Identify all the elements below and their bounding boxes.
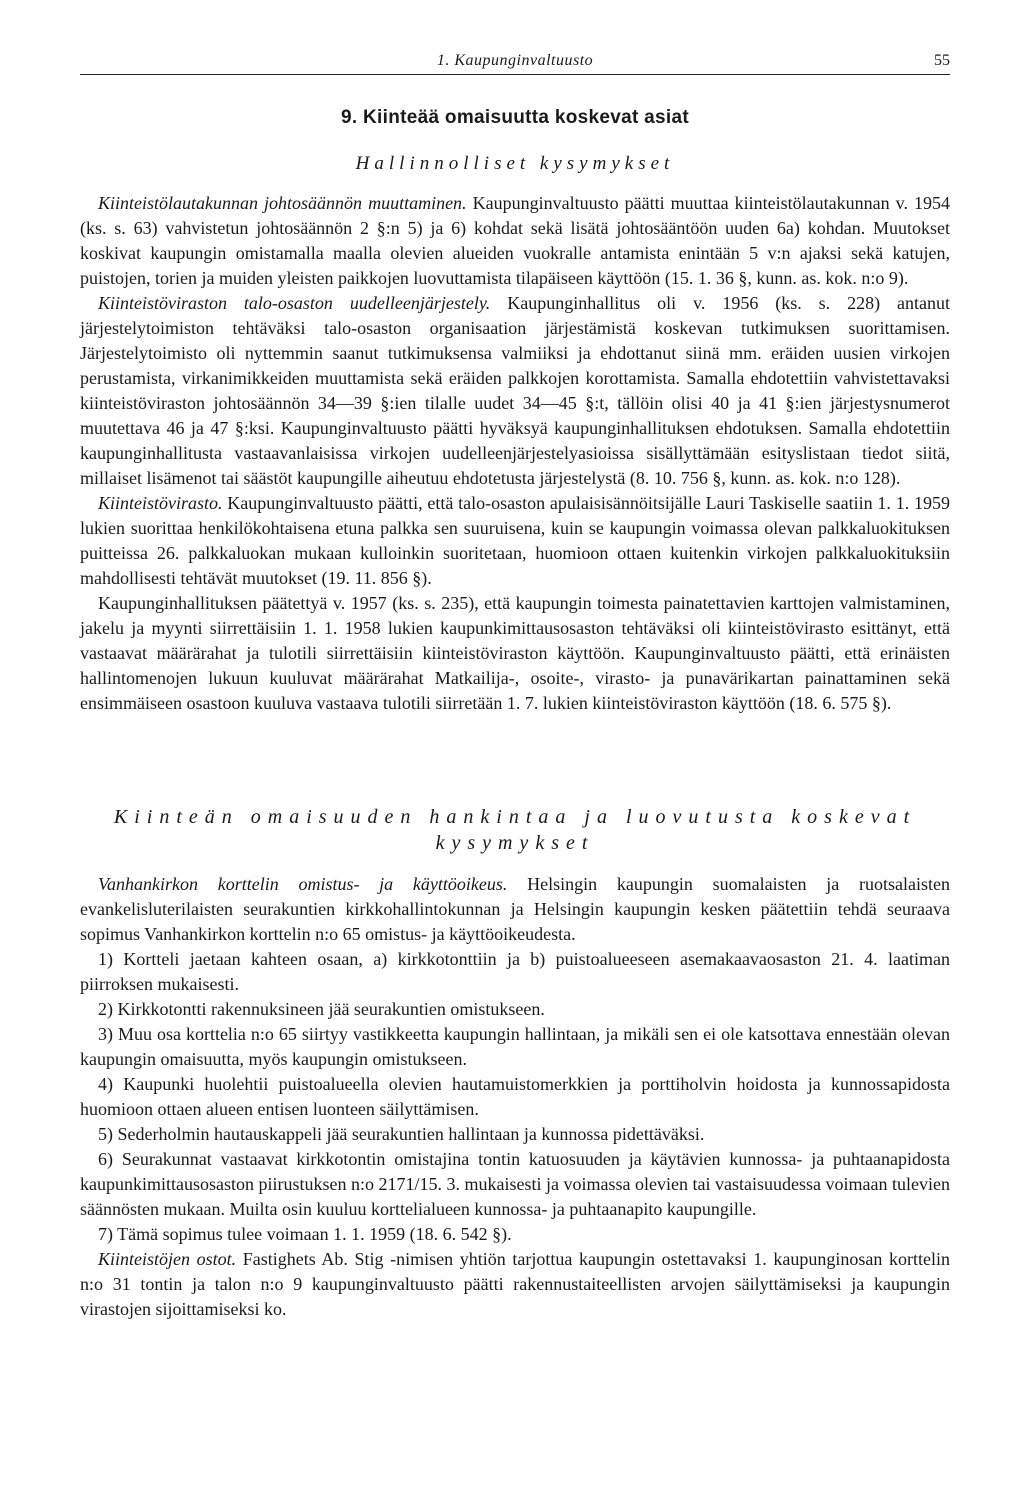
paragraph <box>80 491 950 591</box>
list-item <box>80 1072 950 1122</box>
paragraph-lead: Vanhankirkon korttelin omistus- ja käyttöoikeus. <box>98 874 508 894</box>
list-item <box>80 997 950 1022</box>
list-item-text: 5) Sederholmin hautauskappeli jää seurakuntien hallintaan ja kunnossa pidettäväksi. <box>98 1124 705 1144</box>
paragraph-lead: Kiinteistölautakunnan johtosäännön muuttaminen. <box>98 193 467 213</box>
paragraph <box>80 1247 950 1322</box>
list-item-text: 7) Tämä sopimus tulee voimaan 1. 1. 1959 (18. 6. 542 §). <box>98 1224 512 1244</box>
paragraph-text: Fastighets Ab. Stig -nimisen yhtiön tarjottua kaupungin ostettavaksi 1. kaupunginosan korttelin n:o 31 tontin ja talon n:o 9 kaupunginvaltuusto päätti rakennustaiteellisten arvojen säilyttämiseksi ja kaupungin virastojen sijoittamiseksi ko. <box>80 1249 950 1319</box>
paragraph-text: Kaupunginvaltuusto päätti, että talo-osaston apulaisisännöitsijälle Lauri Taskiselle saatiin 1. 1. 1959 lukien suorittaa henkilökohtaisena etuna palkka sen suuruisena, kuin se kaupungin voimassa olevan palkkaluokituksen puitteissa 26. palkkaluokan mukaan kulloinkin suoritetaan, huomioon ottaen kuitenkin virkojen palkkaluokituksiin mahdollisesti tehtävät muutokset (19. 11. 856 §). <box>80 493 950 588</box>
document-page <box>80 48 950 1322</box>
list-item <box>80 1222 950 1247</box>
paragraph-lead: Kiinteistöjen ostot. <box>98 1249 237 1269</box>
running-title: 1. Kaupunginvaltuusto <box>436 52 594 69</box>
paragraph <box>80 291 950 491</box>
running-header <box>80 48 950 75</box>
paragraph-text: Helsingin kaupungin suomalaisten ja ruotsalaisten evankelisluterilaisten seurakuntien kirkkohallintokunnan ja Helsingin kaupungin kesken päätettiin tehdä seuraava sopimus Vanhankirkon korttelin n:o 65 omistus- ja käyttöoikeudesta. <box>80 874 950 944</box>
paragraph-text: Kaupunginhallitus oli v. 1956 (ks. s. 228) antanut järjestelytoimiston tehtäväksi talo-osaston organisaation järjestämistä koskevan tutkimuksen suorittamisen. Järjestelytoimisto oli nyttemmin saanut tutkimuksensa valmiiksi ja ehdottanut siinä mm. eräiden uusien virkojen perustamista, virkanimikkeiden muuttamista sekä eräiden palkkojen korottamista. Samalla ehdotettiin vahvistettavaksi kiinteistöviraston johtosäännön 34—39 §:ien tilalle uudet 34—45 §:t, tällöin olisi 40 ja 41 §:ien järjestysnumerot muutettava 46 ja 47 §:ksi. Kaupunginvaltuusto päätti hyväksyä kaupunginhallituksen ehdotuksen. Samalla ehdotettiin kaupunginhallitusta vastaavanlaisissa virkojen uudelleenjärjestelyasioissa sisällyttämään esityslistaan tiedot siitä, millaiset lisämenot tai säästöt kaupungille aiheutuu ehdotetusta järjestelystä (8. 10. 756 §, kunn. as. kok. n:o 128). <box>80 293 950 488</box>
section2-subheading: Kiinteän omaisuuden hankintaa ja luovutusta koskevat kysymykset <box>113 806 917 854</box>
list-item <box>80 1022 950 1072</box>
paragraph-lead: Kiinteistövirasto. <box>98 493 223 513</box>
list-item-text: 2) Kirkkotontti rakennuksineen jää seurakuntien omistukseen. <box>98 999 545 1019</box>
paragraph-text: Kaupunginhallituksen päätettyä v. 1957 (ks. s. 235), että kaupungin toimesta painatettavien karttojen valmistaminen, jakelu ja myynti siirrettäisiin 1. 1. 1958 lukien kaupunkimittausosaston tehtäväksi oli kiinteistövirasto esittänyt, että vastaavat määrärahat ja tulotili siirrettäisiin kiinteistöviraston käyttöön. Kaupunginvaltuusto päätti, että erinäisten hallintomenojen lukuun kuuluvat määrärahat Matkailija-, osoite-, virasto- ja punavärikartan painattaminen sekä ensimmäiseen osastoon kuuluva vastaava tulotili siirretään 1. 7. lukien kiinteistöviraston käyttöön (18. 6. 575 §). <box>80 593 950 713</box>
section-heading: 9. Kiinteää omaisuutta koskevat asiat <box>341 107 689 128</box>
paragraph <box>80 591 950 716</box>
paragraph-lead: Kiinteistöviraston talo-osaston uudelleenjärjestely. <box>98 293 491 313</box>
list-item-text: 1) Kortteli jaetaan kahteen osaan, a) kirkkotonttiin ja b) puistoalueeseen asemakaavaosaston 21. 4. laatiman piirroksen mukaisesti. <box>80 949 950 994</box>
list-item <box>80 947 950 997</box>
list-item <box>80 1122 950 1147</box>
list-item <box>80 1147 950 1222</box>
list-item-text: 6) Seurakunnat vastaavat kirkkotontin omistajina tontin katuosuuden ja käytävien kunnossa- ja puhtaanapidosta kaupunkimittausosaston piirustuksen n:o 2171/15. 3. mukaisesti ja voimassa olevien tai vastaisuudessa voimaan tulevien säännösten mukaan. Muilta osin kuuluu korttelialueen kunnossa- ja puhtaanapito kaupungille. <box>80 1149 950 1219</box>
section-subheading: Hallinnolliset kysymykset <box>355 153 675 174</box>
list-item-text: 4) Kaupunki huolehtii puistoalueella olevien hautamuistomerkkien ja porttiholvin hoidosta ja kunnossapidosta huomioon ottaen alueen entisen luonteen säilyttämisen. <box>80 1074 950 1119</box>
list-item-text: 3) Muu osa korttelia n:o 65 siirtyy vastikkeetta kaupungin hallintaan, ja mikäli sen ei ole katsottava ennestään olevan kaupungin omaisuutta, myös kaupungin omistukseen. <box>80 1024 950 1069</box>
paragraph <box>80 872 950 947</box>
page-number: 55 <box>934 52 950 69</box>
paragraph <box>80 191 950 291</box>
paragraph-text: Kaupunginvaltuusto päätti muuttaa kiinteistölautakunnan v. 1954 (ks. s. 63) vahvistetun johtosäännön 2 §:n 5) ja 6) kohdat sekä lisätä johtosääntöön uuden 6a) kohdan. Muutokset koskivat kaupungin omistamalla maalla olevien alueiden vuokralle antamista enintään 5 v:n ajaksi sekä katujen, puistojen, torien ja muiden yleisten paikkojen luovuttamista tilapäiseen käyttöön (15. 1. 36 §, kunn. as. kok. n:o 9). <box>80 193 950 288</box>
